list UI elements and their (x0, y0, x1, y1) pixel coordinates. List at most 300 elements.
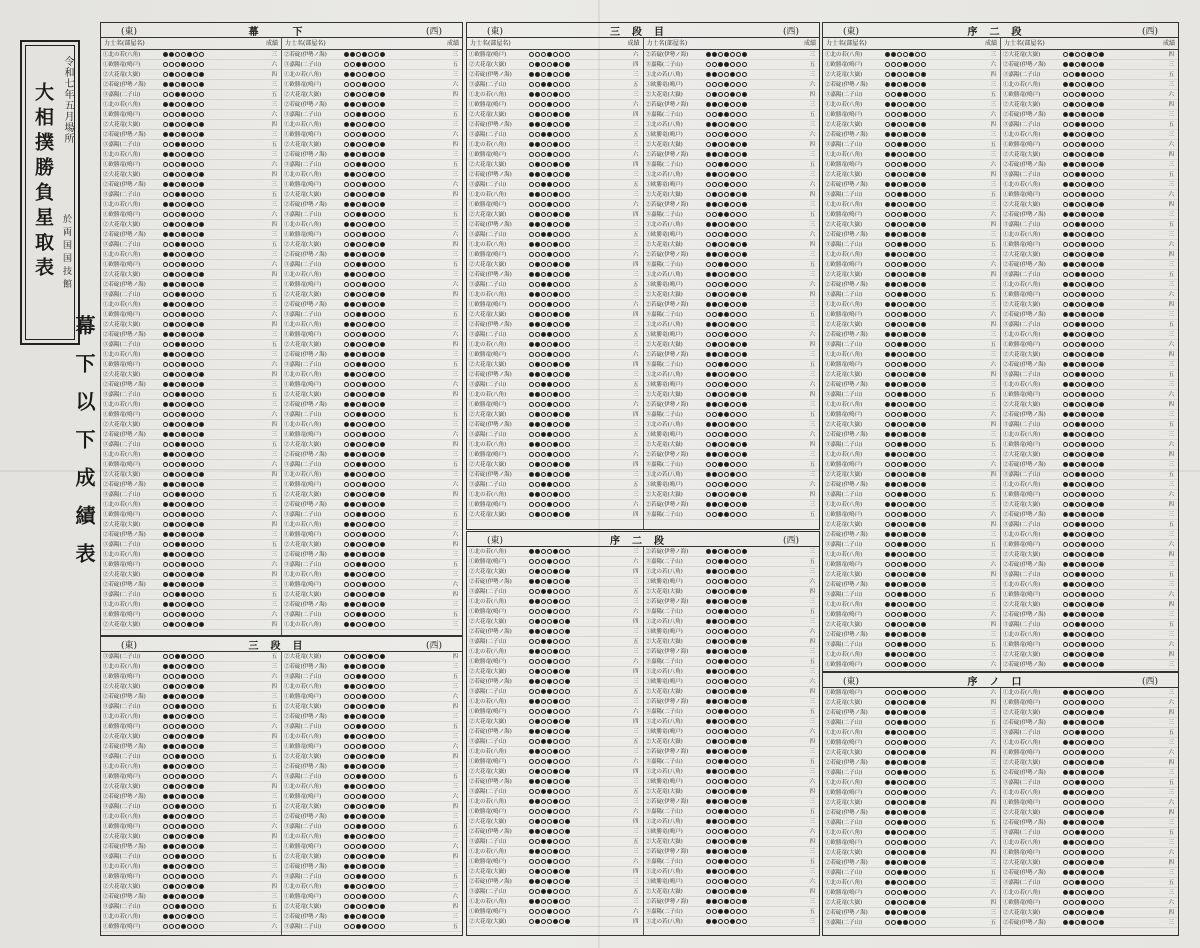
record: 三 (271, 794, 277, 800)
loss-mark (553, 362, 558, 367)
win-mark (356, 704, 361, 709)
win-mark (163, 442, 168, 447)
win-mark (529, 769, 534, 774)
loss-mark (181, 794, 186, 799)
win-mark (718, 452, 723, 457)
win-mark (529, 302, 534, 307)
win-mark (193, 342, 198, 347)
loss-mark (712, 322, 717, 327)
rikishi-name: ①北の若(八角) (103, 52, 141, 58)
loss-mark (163, 382, 168, 387)
bout-results (529, 597, 571, 607)
win-mark (915, 92, 920, 97)
win-mark (199, 202, 204, 207)
east-rows (101, 50, 281, 635)
loss-mark (1069, 512, 1074, 517)
bout-results (163, 90, 205, 100)
rikishi-row (823, 560, 1000, 570)
loss-mark (529, 122, 534, 127)
loss-mark (891, 382, 896, 387)
bout-results (1063, 50, 1105, 60)
loss-mark (885, 552, 890, 557)
win-mark (730, 452, 735, 457)
bout-results (885, 500, 927, 510)
rikishi-name: ②大花竜(大嶽) (103, 834, 141, 840)
win-mark (380, 744, 385, 749)
win-mark (897, 52, 902, 57)
rikishi-name: ③嘉陽(二子山) (469, 689, 507, 695)
win-mark (175, 122, 180, 127)
win-mark (559, 192, 564, 197)
rikishi-name: ①欧勝竜(鳴戸) (645, 579, 683, 585)
win-mark (175, 422, 180, 427)
loss-mark (380, 492, 385, 497)
win-mark (718, 202, 723, 207)
loss-mark (891, 202, 896, 207)
rikishi-row (282, 832, 462, 842)
win-mark (199, 602, 204, 607)
win-mark (541, 352, 546, 357)
rikishi-name: ③嘉陽(二子山) (103, 342, 141, 348)
win-mark (909, 442, 914, 447)
win-mark (736, 402, 741, 407)
rikishi-name: ②大花竜(大嶽) (825, 372, 863, 378)
bout-results (344, 902, 386, 912)
loss-mark (742, 442, 747, 447)
win-mark (356, 714, 361, 719)
rikishi-row (467, 430, 643, 440)
loss-mark (529, 799, 534, 804)
rikishi-name: ②大花竜(大嶽) (1003, 52, 1041, 58)
loss-mark (356, 824, 361, 829)
win-mark (559, 819, 564, 824)
win-mark (718, 142, 723, 147)
win-mark (885, 122, 890, 127)
bout-results (706, 270, 748, 280)
rikishi-name: ①欧勝竜(鳴戸) (1003, 592, 1041, 598)
loss-mark (547, 709, 552, 714)
loss-mark (1087, 432, 1092, 437)
win-mark (736, 569, 741, 574)
record: 三 (1168, 482, 1174, 488)
win-mark (730, 749, 735, 754)
win-mark (187, 342, 192, 347)
win-mark (529, 502, 534, 507)
rikishi-name: ①欧勝竜(鳴戸) (825, 662, 863, 668)
loss-mark (169, 844, 174, 849)
win-mark (541, 599, 546, 604)
west-label: (西) (782, 536, 799, 546)
loss-mark (175, 704, 180, 709)
bout-results (1063, 450, 1105, 460)
rikishi-row (101, 550, 281, 560)
record: 五 (452, 312, 458, 318)
win-mark (712, 659, 717, 664)
record: 六 (452, 82, 458, 88)
win-mark (897, 202, 902, 207)
loss-mark (187, 202, 192, 207)
loss-mark (891, 102, 896, 107)
rikishi-row (282, 380, 462, 390)
win-mark (541, 462, 546, 467)
loss-mark (368, 372, 373, 377)
bout-results (706, 607, 748, 617)
win-mark (885, 172, 890, 177)
win-mark (199, 754, 204, 759)
win-mark (344, 562, 349, 567)
rikishi-name: ②大花竜(大嶽) (103, 172, 141, 178)
record: 六 (632, 502, 639, 508)
win-mark (193, 914, 198, 919)
rikishi-name: ①欧勝竜(鳴戸) (284, 894, 322, 900)
win-mark (380, 844, 385, 849)
rikishi-name: ②大花竜(大嶽) (825, 272, 863, 278)
win-mark (718, 442, 723, 447)
record: 五 (990, 342, 996, 348)
win-mark (718, 689, 723, 694)
rikishi-name: ②大花竜(大嶽) (645, 589, 683, 595)
win-mark (1081, 582, 1086, 587)
win-mark (344, 854, 349, 859)
loss-mark (909, 122, 914, 127)
loss-mark (535, 569, 540, 574)
bout-results (163, 812, 205, 822)
loss-mark (1081, 92, 1086, 97)
win-mark (368, 552, 373, 557)
loss-mark (362, 262, 367, 267)
win-mark (897, 182, 902, 187)
win-mark (736, 252, 741, 257)
loss-mark (909, 372, 914, 377)
loss-mark (380, 704, 385, 709)
win-mark (350, 694, 355, 699)
win-mark (535, 302, 540, 307)
rikishi-name: ②大花竜(大嶽) (645, 689, 683, 695)
bout-results (529, 140, 571, 150)
rikishi-row (644, 260, 820, 270)
win-mark (1099, 382, 1104, 387)
win-mark (1069, 72, 1074, 77)
record: 五 (990, 92, 996, 98)
win-mark (547, 919, 552, 924)
win-mark (885, 242, 890, 247)
win-mark (163, 262, 168, 267)
rikishi-row (644, 130, 820, 140)
win-mark (193, 232, 198, 237)
win-mark (1075, 592, 1080, 597)
rikishi-row (282, 480, 462, 490)
loss-mark (891, 322, 896, 327)
win-mark (1075, 332, 1080, 337)
win-mark (199, 724, 204, 729)
win-mark (1099, 322, 1104, 327)
win-mark (175, 784, 180, 789)
win-mark (915, 392, 920, 397)
win-mark (374, 262, 379, 267)
loss-mark (921, 222, 926, 227)
win-mark (1087, 162, 1092, 167)
loss-mark (730, 292, 735, 297)
loss-mark (181, 704, 186, 709)
win-mark (553, 172, 558, 177)
loss-mark (181, 612, 186, 617)
win-mark (1093, 422, 1098, 427)
rikishi-row (282, 620, 462, 630)
win-mark (915, 132, 920, 137)
loss-mark (553, 442, 558, 447)
record: 三 (1168, 182, 1174, 188)
loss-mark (712, 352, 717, 357)
loss-mark (380, 442, 385, 447)
win-mark (541, 729, 546, 734)
rikishi-name: ③嘉陽(二子山) (469, 382, 507, 388)
win-mark (199, 914, 204, 919)
win-mark (175, 562, 180, 567)
win-mark (736, 72, 741, 77)
bout-results (344, 330, 386, 340)
loss-mark (362, 764, 367, 769)
win-mark (897, 372, 902, 377)
loss-mark (181, 482, 186, 487)
bout-results (344, 430, 386, 440)
win-mark (1063, 502, 1068, 507)
rikishi-name: ①欧勝竜(鳴戸) (469, 659, 507, 665)
loss-mark (350, 864, 355, 869)
rikishi-row (101, 762, 281, 772)
loss-mark (909, 152, 914, 157)
win-mark (915, 382, 920, 387)
win-mark (897, 262, 902, 267)
rikishi-name: ①欧勝竜(鳴戸) (469, 759, 507, 765)
win-mark (1093, 52, 1098, 57)
win-mark (175, 72, 180, 77)
win-mark (891, 492, 896, 497)
win-mark (706, 132, 711, 137)
rikishi-row (823, 110, 1000, 120)
win-mark (565, 689, 570, 694)
bout-results (529, 697, 571, 707)
loss-mark (724, 282, 729, 287)
rikishi-row (282, 520, 462, 530)
rikishi-name: ②若碇(伊勢ノ海) (1003, 212, 1046, 218)
win-mark (903, 622, 908, 627)
loss-mark (163, 582, 168, 587)
win-mark (897, 332, 902, 337)
win-mark (736, 282, 741, 287)
rikishi-name: ②若碇(伊勢ノ海) (469, 679, 512, 685)
win-mark (199, 764, 204, 769)
win-mark (565, 599, 570, 604)
rikishi-name: ②若碇(伊勢ノ海) (103, 132, 146, 138)
win-mark (565, 442, 570, 447)
win-mark (903, 402, 908, 407)
win-mark (1087, 142, 1092, 147)
win-mark (724, 442, 729, 447)
loss-mark (368, 492, 373, 497)
win-mark (706, 729, 711, 734)
win-mark (541, 472, 546, 477)
record: 三 (809, 172, 815, 178)
win-mark (897, 472, 902, 477)
loss-mark (903, 182, 908, 187)
bout-results (529, 360, 571, 370)
rikishi-row (467, 757, 643, 767)
loss-mark (535, 819, 540, 824)
bout-results (1063, 310, 1105, 320)
loss-mark (921, 282, 926, 287)
bout-results (529, 627, 571, 637)
loss-mark (897, 392, 902, 397)
rikishi-row (644, 140, 820, 150)
bout-results (344, 662, 386, 672)
loss-mark (380, 202, 385, 207)
win-mark (163, 212, 168, 217)
sheet-subtitle: 幕下以下成績表 (72, 315, 96, 581)
loss-mark (169, 734, 174, 739)
win-mark (712, 82, 717, 87)
loss-mark (718, 559, 723, 564)
rikishi-name: ③嘉陽(二子山) (469, 889, 507, 895)
loss-mark (1081, 422, 1086, 427)
rikishi-name: ①欧勝竜(鳴戸) (469, 252, 507, 258)
rikishi-row (823, 60, 1000, 70)
win-mark (380, 62, 385, 67)
bout-results (1063, 560, 1105, 570)
win-mark (921, 402, 926, 407)
win-mark (1069, 222, 1074, 227)
win-mark (718, 322, 723, 327)
win-mark (897, 602, 902, 607)
record: 三 (271, 252, 277, 258)
win-mark (718, 619, 723, 624)
loss-mark (362, 152, 367, 157)
loss-mark (553, 869, 558, 874)
loss-mark (535, 729, 540, 734)
win-mark (1081, 602, 1086, 607)
rikishi-name: ③嘉陽(二子山) (284, 874, 322, 880)
record: 五 (271, 492, 277, 498)
loss-mark (535, 162, 540, 167)
win-mark (350, 774, 355, 779)
loss-mark (187, 814, 192, 819)
win-mark (175, 924, 180, 929)
record: 三 (809, 452, 815, 458)
loss-mark (903, 612, 908, 617)
win-mark (724, 192, 729, 197)
win-mark (565, 182, 570, 187)
loss-mark (187, 122, 192, 127)
loss-mark (712, 92, 717, 97)
win-mark (724, 142, 729, 147)
win-mark (1075, 242, 1080, 247)
bout-results (706, 450, 748, 460)
rikishi-name: ③嘉陽(二子山) (103, 142, 141, 148)
loss-mark (553, 619, 558, 624)
win-mark (344, 482, 349, 487)
bout-results (163, 702, 205, 712)
record: 四 (452, 704, 458, 710)
win-mark (736, 372, 741, 377)
win-mark (1093, 372, 1098, 377)
record: 六 (809, 132, 815, 138)
record: 三 (632, 492, 639, 498)
bout-results (706, 500, 748, 510)
rikishi-name: ②大花竜(大嶽) (103, 122, 141, 128)
loss-mark (163, 282, 168, 287)
win-mark (565, 889, 570, 894)
loss-mark (535, 122, 540, 127)
loss-mark (368, 784, 373, 789)
loss-mark (903, 662, 908, 667)
rikishi-row (101, 802, 281, 812)
win-mark (706, 292, 711, 297)
loss-mark (169, 784, 174, 789)
win-mark (1093, 402, 1098, 407)
rikishi-name: ②大花竜(大嶽) (103, 422, 141, 428)
rikishi-row (282, 110, 462, 120)
record: 六 (271, 162, 277, 168)
loss-mark (1099, 512, 1104, 517)
win-mark (706, 709, 711, 714)
loss-mark (921, 582, 926, 587)
win-mark (547, 719, 552, 724)
win-mark (368, 232, 373, 237)
win-mark (921, 392, 926, 397)
rikishi-name: ②大花竜(大嶽) (1003, 652, 1041, 658)
win-mark (1075, 312, 1080, 317)
win-mark (553, 729, 558, 734)
win-mark (374, 312, 379, 317)
loss-mark (380, 552, 385, 557)
win-mark (380, 512, 385, 517)
win-mark (1075, 382, 1080, 387)
rikishi-row (282, 150, 462, 160)
win-mark (344, 142, 349, 147)
win-mark (362, 734, 367, 739)
bout-results (344, 490, 386, 500)
win-mark (724, 122, 729, 127)
win-mark (718, 372, 723, 377)
win-mark (547, 362, 552, 367)
win-mark (374, 142, 379, 147)
win-mark (529, 689, 534, 694)
win-mark (1099, 532, 1104, 537)
bout-results (1063, 530, 1105, 540)
loss-mark (350, 704, 355, 709)
loss-mark (541, 839, 546, 844)
win-mark (529, 889, 534, 894)
win-mark (903, 602, 908, 607)
record: 四 (271, 222, 277, 228)
result-header: 成績 (984, 40, 997, 47)
record: 六 (632, 759, 639, 765)
record: 四 (990, 622, 996, 628)
rikishi-row (644, 737, 820, 747)
win-mark (187, 282, 192, 287)
loss-mark (885, 232, 890, 237)
win-mark (565, 282, 570, 287)
win-mark (559, 222, 564, 227)
win-mark (529, 432, 534, 437)
win-mark (181, 322, 186, 327)
loss-mark (187, 684, 192, 689)
loss-mark (535, 512, 540, 517)
loss-mark (742, 192, 747, 197)
loss-mark (891, 122, 896, 127)
rikishi-name: ②若碇(伊勢ノ海) (645, 52, 689, 58)
win-mark (915, 342, 920, 347)
win-mark (344, 162, 349, 167)
